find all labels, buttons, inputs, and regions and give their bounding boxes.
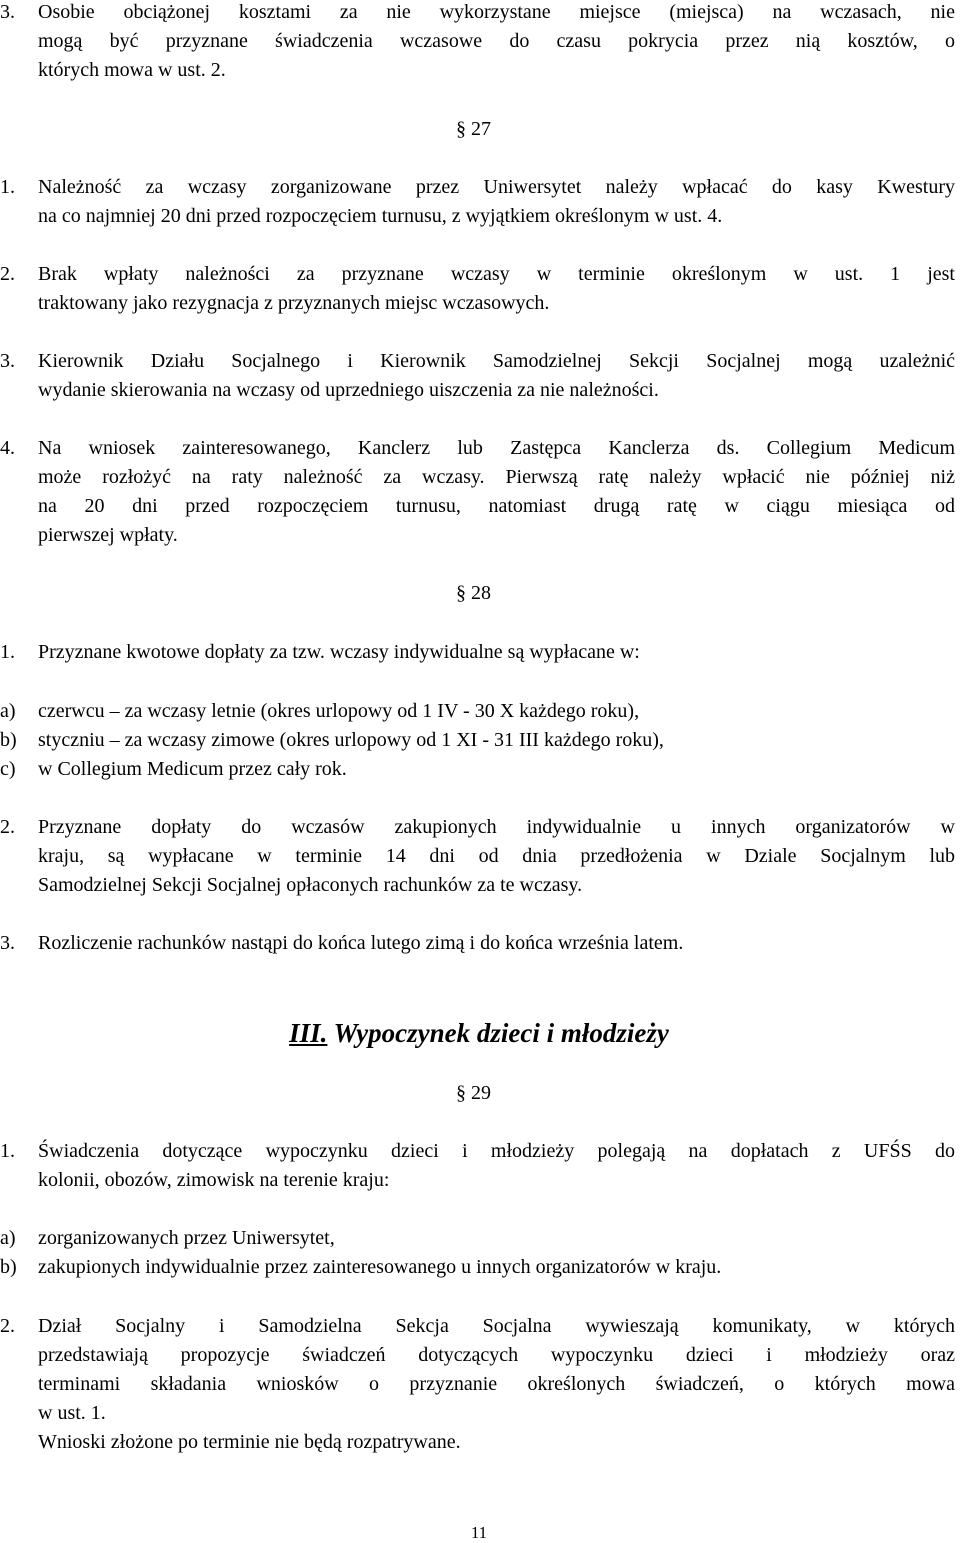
paragraph-line: Osobie obciążonej kosztami za nie wykorzystane miejsce (miejsca) na wczasach, nie: [38, 1, 955, 23]
item-number: 4.: [0, 437, 15, 459]
paragraph-line: których mowa w ust. 2.: [38, 59, 226, 81]
section-mark-28: § 28: [456, 582, 491, 604]
paragraph-line: pierwszej wpłaty.: [38, 524, 178, 546]
chapter-number: III.: [289, 1018, 328, 1048]
list-letter: c): [0, 758, 16, 780]
paragraph-line: kolonii, obozów, zimowisk na terenie kraju:: [38, 1169, 390, 1191]
item-number: 1.: [0, 641, 15, 663]
list-letter: a): [0, 1227, 16, 1249]
paragraph-line: kraju, są wypłacane w terminie 14 dni od dnia przedłożenia w Dziale Socjalnym lub: [38, 845, 955, 867]
paragraph-line: na co najmniej 20 dni przed rozpoczęciem turnusu, z wyjątkiem określonym w ust. 4.: [38, 205, 723, 227]
paragraph-line: Dział Socjalny i Samodzielna Sekcja Socjalna wywieszają komunikaty, w których: [38, 1315, 955, 1337]
paragraph-line: Kierownik Działu Socjalnego i Kierownik Samodzielnej Sekcji Socjalnej mogą uzależnić: [38, 350, 955, 372]
item-number: 3.: [0, 932, 15, 954]
paragraph-line: Brak wpłaty należności za przyznane wczasy w terminie określonym w ust. 1 jest: [38, 263, 955, 285]
paragraph-line: mogą być przyznane świadczenia wczasowe do czasu pokrycia przez nią kosztów, o: [38, 30, 955, 52]
paragraph-line: na 20 dni przed rozpoczęciem turnusu, natomiast drugą ratę w ciągu miesiąca od: [38, 495, 955, 517]
list-item: czerwcu – za wczasy letnie (okres urlopowy od 1 IV - 30 X każdego roku),: [38, 700, 640, 722]
paragraph-line: terminami składania wniosków o przyznanie określonych świadczeń, o których mowa: [38, 1373, 955, 1395]
paragraph-line: Samodzielnej Sekcji Socjalnej opłaconych rachunków za te wczasy.: [38, 874, 583, 896]
list-letter: a): [0, 700, 16, 722]
item-number: 2.: [0, 1315, 15, 1337]
paragraph-line: Na wniosek zainteresowanego, Kanclerz lub Zastępca Kanclerza ds. Collegium Medicum: [38, 437, 955, 459]
item-number: 2.: [0, 816, 15, 838]
item-number: 1.: [0, 176, 15, 198]
paragraph-line: Przyznane kwotowe dopłaty za tzw. wczasy indywidualne są wypłacane w:: [38, 641, 640, 663]
list-item: zakupionych indywidualnie przez zainteresowanego u innych organizatorów w kraju.: [38, 1256, 722, 1278]
paragraph-line: Należność za wczasy zorganizowane przez Uniwersytet należy wpłacać do kasy Kwestury: [38, 176, 955, 198]
paragraph-line: Świadczenia dotyczące wypoczynku dzieci i młodzieży polegają na dopłatach z UFŚS do: [38, 1140, 955, 1162]
list-item: styczniu – za wczasy zimowe (okres urlopowy od 1 XI - 31 III każdego roku),: [38, 729, 664, 751]
paragraph-line: przedstawiają propozycje świadczeń dotyczących wypoczynku dzieci i młodzieży oraz: [38, 1344, 955, 1366]
paragraph-line: wydanie skierowania na wczasy od uprzedniego uiszczenia za nie należności.: [38, 379, 659, 401]
list-item: w Collegium Medicum przez cały rok.: [38, 758, 347, 780]
page-number: 11: [470, 1523, 488, 1542]
list-letter: b): [0, 1256, 17, 1278]
item-number: 1.: [0, 1140, 15, 1162]
chapter-title: Wypoczynek dzieci i młodzieży: [327, 1018, 669, 1048]
section-mark-29: § 29: [456, 1082, 491, 1104]
section-mark-27: § 27: [456, 118, 491, 140]
paragraph-line: Rozliczenie rachunków nastąpi do końca lutego zimą i do końca września latem.: [38, 932, 684, 954]
chapter-heading: [0, 1016, 958, 1050]
paragraph-line: Przyznane dopłaty do wczasów zakupionych indywidualnie u innych organizatorów w: [38, 816, 955, 838]
item-number: 3.: [0, 1, 15, 23]
paragraph-line: może rozłożyć na raty należność za wczasy. Pierwszą ratę należy wpłacić nie później niż: [38, 466, 955, 488]
paragraph-line: traktowany jako rezygnacja z przyznanych miejsc wczasowych.: [38, 292, 550, 314]
list-letter: b): [0, 729, 17, 751]
paragraph-line: w ust. 1.: [38, 1402, 106, 1424]
item-number: 2.: [0, 263, 15, 285]
item-number: 3.: [0, 350, 15, 372]
list-item: zorganizowanych przez Uniwersytet,: [38, 1227, 335, 1249]
paragraph-line: Wnioski złożone po terminie nie będą rozpatrywane.: [38, 1431, 461, 1453]
